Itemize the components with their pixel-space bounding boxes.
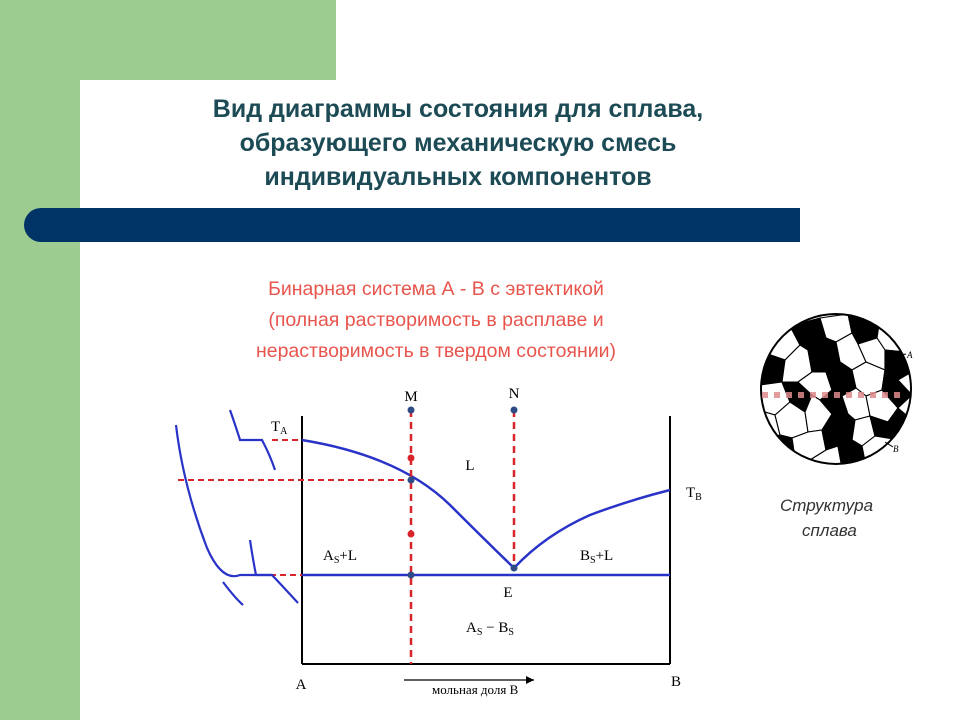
label-axis: мольная доля В bbox=[432, 682, 519, 697]
composition-arrow-head bbox=[526, 676, 534, 684]
label-bs-l: $B_S+L$ bbox=[580, 548, 614, 566]
micro-label-a: A bbox=[907, 350, 913, 360]
label-ta: $T_A$ bbox=[271, 419, 288, 437]
point-m-liquid bbox=[408, 455, 415, 462]
subtitle-line-1: Бинарная система А - В с эвтектикой bbox=[268, 278, 604, 300]
label-m: M bbox=[404, 389, 418, 405]
label-e: E bbox=[503, 585, 513, 601]
label-b: B bbox=[670, 674, 682, 690]
cooling-curve-2 bbox=[230, 410, 275, 470]
point-m-liquidus bbox=[408, 477, 415, 484]
cooling-curve-3 bbox=[250, 540, 272, 575]
label-as-l: $A_S+L$ bbox=[323, 548, 358, 566]
subtitle-line-3: нерастворимость в твердом состоянии) bbox=[255, 340, 617, 362]
cooling-curve-4 bbox=[223, 582, 243, 605]
alloy-microstructure bbox=[758, 314, 915, 470]
subtitle-line-2: (полная растворимость в расплаве и bbox=[268, 309, 604, 331]
slide-title-line-1: Вид диаграммы состояния для сплава, bbox=[212, 95, 704, 123]
point-m-two-phase bbox=[408, 531, 415, 538]
structure-caption bbox=[780, 493, 873, 543]
micro-label-b: B bbox=[893, 444, 899, 454]
point-e bbox=[511, 565, 518, 572]
slide-title-line-2: образующего механическую смесь bbox=[239, 129, 677, 157]
slide-title-line-3: индивидуальных компонентов bbox=[264, 163, 652, 191]
label-n: N bbox=[508, 386, 520, 402]
label-liquid: L bbox=[465, 458, 475, 474]
caption-line-2: сплава bbox=[802, 521, 857, 540]
cooling-curve-1 bbox=[176, 425, 298, 603]
point-m-eutectic bbox=[408, 572, 415, 579]
label-as-bs: $A_S - B_S$ bbox=[466, 620, 514, 638]
point-n bbox=[511, 407, 518, 414]
caption-line-1: Структура bbox=[780, 496, 874, 515]
point-m bbox=[408, 407, 415, 414]
label-a: A bbox=[295, 677, 307, 693]
label-tb: $T_B$ bbox=[686, 485, 702, 503]
